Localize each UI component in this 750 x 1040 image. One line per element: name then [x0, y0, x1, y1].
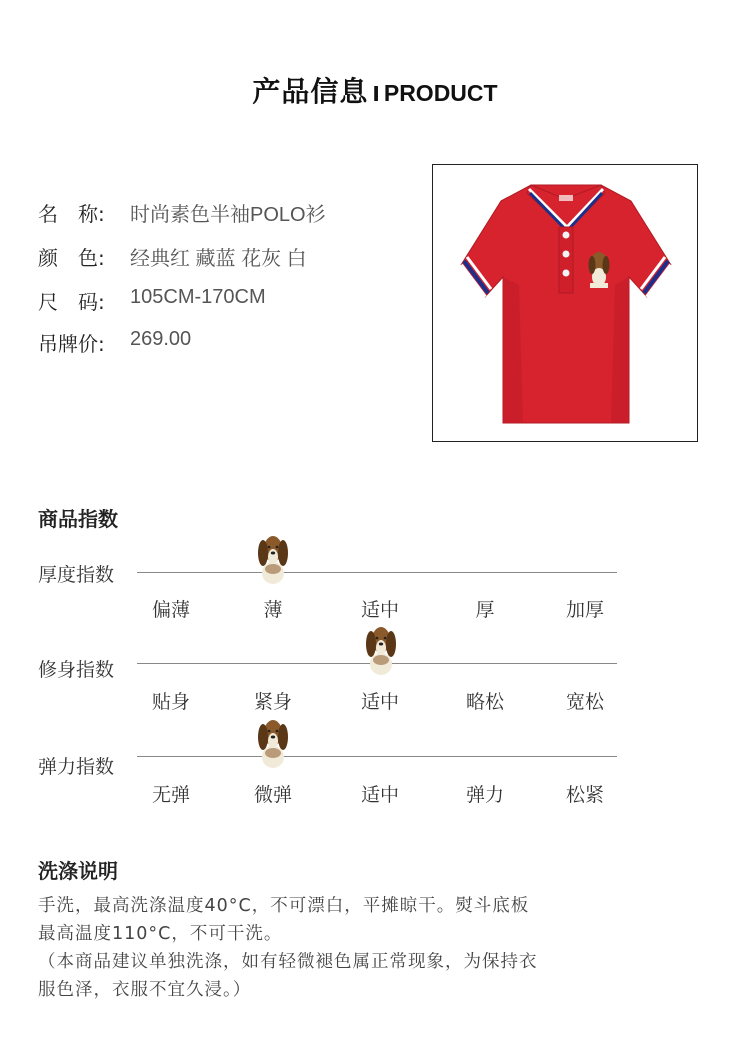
header-title-en: PRODUCT	[383, 80, 498, 106]
index-option: 偏薄	[151, 599, 190, 621]
product-photo	[432, 164, 698, 442]
header-title-cn: 产品信息	[252, 75, 369, 108]
basset-hound-icon	[256, 717, 290, 769]
index-label: 修身指数	[38, 659, 115, 681]
basset-hound-icon	[256, 533, 290, 585]
index-option: 适中	[360, 784, 399, 806]
index-option: 微弹	[253, 784, 292, 806]
header-separator: I	[372, 82, 380, 106]
info-label: 名 称:	[38, 202, 105, 226]
index-option: 贴身	[151, 691, 190, 713]
index-scale-line	[137, 572, 617, 573]
index-option: 无弹	[151, 784, 190, 806]
index-option: 适中	[360, 691, 399, 713]
index-option: 宽松	[565, 691, 604, 713]
basset-hound-icon	[364, 624, 398, 676]
red-polo-shirt-icon	[433, 165, 697, 441]
index-option: 适中	[360, 599, 399, 621]
care-line: 最高温度110°C，不可干洗。	[38, 924, 283, 944]
info-value: 经典红 藏蓝 花灰 白	[130, 248, 307, 270]
index-scale-line	[137, 756, 617, 757]
info-value: 时尚素色半袖POLO衫	[130, 204, 326, 226]
index-label: 厚度指数	[38, 564, 115, 586]
index-label: 弹力指数	[38, 756, 115, 778]
care-line: 手洗，最高洗涤温度40°C，不可漂白，平摊晾干。熨斗底板	[38, 896, 530, 916]
index-option: 紧身	[253, 691, 292, 713]
care-line: 服色泽，衣服不宜久浸。）	[38, 980, 252, 1000]
info-label: 颜 色:	[38, 246, 105, 270]
index-option: 略松	[465, 691, 504, 713]
care-title: 洗涤说明	[38, 859, 118, 883]
index-option: 弹力	[465, 784, 504, 806]
care-instructions	[38, 892, 628, 1004]
index-option: 厚	[475, 599, 495, 621]
index-option: 松紧	[565, 784, 604, 806]
care-line: （本商品建议单独洗涤，如有轻微褪色属正常现象，为保持衣	[38, 952, 538, 972]
info-label: 尺 码:	[38, 290, 105, 314]
index-option: 加厚	[565, 599, 604, 621]
indices-title: 商品指数	[38, 507, 118, 531]
index-option: 薄	[263, 599, 283, 621]
page-header	[0, 70, 750, 110]
info-label: 吊牌价:	[38, 332, 105, 356]
info-value: 269.00	[130, 328, 192, 350]
info-value: 105CM-170CM	[130, 286, 266, 308]
